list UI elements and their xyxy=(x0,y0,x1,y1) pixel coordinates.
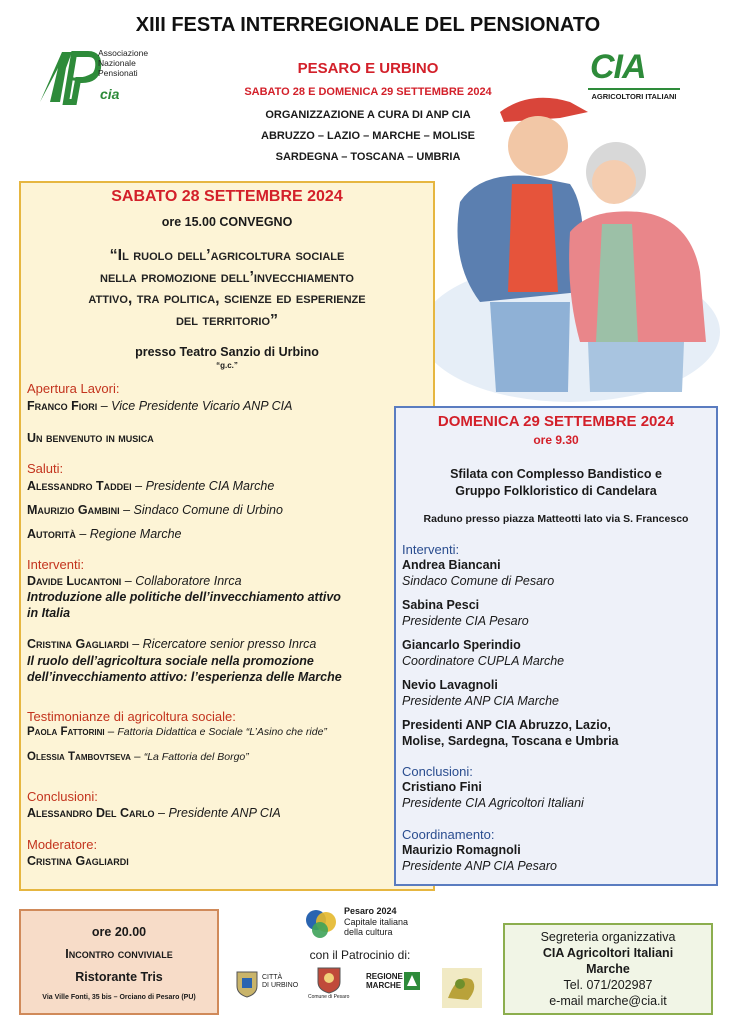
sunday-speaker-1: Andrea Biancani xyxy=(402,558,501,572)
sunday-speaker-4: Nevio Lavagnoli xyxy=(402,678,498,692)
dinner-title: Incontro conviviale xyxy=(65,947,173,961)
location-title: PESARO E URBINO xyxy=(297,60,439,77)
greetings-label: Saluti: xyxy=(27,461,64,476)
sunday-speaker-4-role: Presidente ANP CIA Marche xyxy=(402,694,560,708)
sunday-regional-presidents-b: Molise, Sardegna, Toscana e Umbria xyxy=(402,734,619,748)
topic-line-4: del territorio” xyxy=(175,311,279,329)
moderator-label: Moderatore: xyxy=(27,837,98,852)
topic-line-2: nella promozione dell’invecchiamento xyxy=(100,268,354,286)
pesaro-crest-label: Comune di Pesaro xyxy=(308,994,350,1000)
sunday-speaker-1-role: Sindaco Comune di Pesaro xyxy=(402,574,555,588)
parade-info xyxy=(394,466,718,500)
greeting-3: Autorità – Regione Marche xyxy=(27,527,182,541)
regione-marche-icon xyxy=(404,972,420,990)
anp-text-2: Nazionale xyxy=(98,58,136,68)
urbino-text-1: CITTÀ xyxy=(262,974,283,981)
opening-speaker: Franco Fiori – Vice Presidente Vicario ANP CIA xyxy=(27,399,293,413)
sunday-heading: DOMENICA 29 SETTEMBRE 2024 xyxy=(437,413,675,430)
topic-line-1: “Il ruolo dell’agricoltura sociale xyxy=(109,247,345,264)
talk-2-title-a: Il ruolo dell’agricoltura sociale nella promozione xyxy=(27,654,314,668)
pesaro-crest-icon xyxy=(314,964,344,994)
sunday-speaker-2-role: Presidente CIA Pesaro xyxy=(402,614,529,628)
regions-line-1: ABRUZZO – LAZIO – MARCHE – MOLISE xyxy=(261,130,475,142)
secretariat-org-1: CIA Agricoltori Italiani xyxy=(542,946,674,960)
regione-marche-text xyxy=(366,972,403,990)
talk-2-title-b: dell’invecchiamento attivo: l’esperienza delle Marche xyxy=(27,670,342,684)
testimonial-1: Paola Fattorini – Fattoria Didattica e Sociale “L’Asino che ride” xyxy=(27,726,327,738)
regions-line-2: SARDEGNA – TOSCANA – UMBRIA xyxy=(275,151,461,163)
parade-line-2: Gruppo Folkloristico di Candelara xyxy=(455,484,657,498)
organization: ORGANIZZAZIONE A CURA DI ANP CIA xyxy=(265,109,471,121)
cia-logo-mark: CIA xyxy=(590,48,646,86)
saturday-time: ore 15.00 CONVEGNO xyxy=(161,215,293,229)
pesaro-2024-icon xyxy=(304,906,338,940)
greeting-2: Maurizio Gambini – Sindaco Comune di Urbino xyxy=(27,503,283,517)
sunday-regional-presidents-a: Presidenti ANP CIA Abruzzo, Lazio, xyxy=(402,718,611,732)
sunday-conclusions-label: Conclusioni: xyxy=(402,764,473,779)
sunday-conclusion-role: Presidente CIA Agricoltori Italiani xyxy=(402,796,584,810)
secretariat-org-2: Marche xyxy=(586,962,630,976)
pesaro-2024-sub-1: Capitale italiana xyxy=(344,916,409,927)
elderly-couple-illustration xyxy=(420,92,736,406)
sunday-talks-label: Interventi: xyxy=(402,542,460,557)
anp-text-3: Pensionati xyxy=(98,68,138,78)
talk-1-title-a: Introduzione alle politiche dell’invecchiamento attivo xyxy=(27,590,341,604)
coordinator-name: Maurizio Romagnoli xyxy=(402,843,521,857)
dinner-address: Via Ville Fonti, 35 bis – Orciano di Pesaro (PU) xyxy=(42,994,196,1001)
sunday-speaker-2: Sabina Pesci xyxy=(402,598,480,612)
sponsor-emblem-icon xyxy=(438,962,488,1012)
dinner-place: Ristorante Tris xyxy=(75,970,163,984)
saturday-conclusion-speaker: Alessandro Del Carlo – Presidente ANP CIA xyxy=(27,806,281,820)
greeting-1: Alessandro Taddei – Presidente CIA Marche xyxy=(27,479,275,493)
secretariat-phone[interactable]: Tel. 071/202987 xyxy=(563,978,653,992)
sunday-conclusion-name: Cristiano Fini xyxy=(402,780,482,794)
moderator-name: Cristina Gagliardi xyxy=(27,854,129,868)
talk-1-title-b: in Italia xyxy=(27,606,71,620)
parade-line-1: Sfilata con Complesso Bandistico e xyxy=(450,467,662,481)
testimonials-label: Testimonianze di agricoltura sociale: xyxy=(27,709,236,724)
urbino-crest-icon xyxy=(232,968,262,998)
saturday-conclusions-label: Conclusioni: xyxy=(27,789,98,804)
saturday-venue-note: “g.c.” xyxy=(216,361,238,370)
couple-illustration-icon xyxy=(420,92,736,406)
saturday-venue: presso Teatro Sanzio di Urbino xyxy=(135,345,319,359)
talk-2-speaker: Cristina Gagliardi – Ricercatore senior presso Inrca xyxy=(27,637,317,651)
meeting-point: Raduno presso piazza Matteotti lato via S. Francesco xyxy=(423,513,689,525)
dinner-time: ore 20.00 xyxy=(91,925,147,939)
event-dates: SABATO 28 E DOMENICA 29 SETTEMBRE 2024 xyxy=(244,86,492,98)
welcome-music: Un benvenuto in musica xyxy=(27,431,154,445)
urbino-text xyxy=(262,974,298,990)
anp-cia-mark: cia xyxy=(100,86,120,102)
anp-text-1: Associazione xyxy=(98,48,149,58)
opening-label: Apertura Lavori: xyxy=(27,381,120,396)
coordination-label: Coordinamento: xyxy=(402,827,495,842)
conference-topic xyxy=(19,245,435,331)
sunday-time: ore 9.30 xyxy=(533,433,579,447)
talks-label: Interventi: xyxy=(27,557,85,572)
region-text-2: MARCHE xyxy=(366,981,402,990)
region-text-1: REGIONE xyxy=(366,972,403,981)
cia-logo-caption: AGRICOLTORI ITALIANI xyxy=(588,88,680,101)
sunday-speaker-3: Giancarlo Sperindio xyxy=(402,638,521,652)
pesaro-2024-logo xyxy=(304,906,338,940)
talk-1-speaker: Davide Lucantoni – Collaboratore Inrca xyxy=(27,574,242,588)
secretariat-email[interactable]: e-mail marche@cia.it xyxy=(549,994,667,1008)
urbino-text-2: DI URBINO xyxy=(262,982,299,989)
secretariat-label: Segreteria organizzativa xyxy=(540,930,676,944)
coordinator-role: Presidente ANP CIA Pesaro xyxy=(402,859,557,873)
page-title: XIII FESTA INTERREGIONALE DEL PENSIONATO xyxy=(135,14,601,36)
sunday-speaker-3-role: Coordinatore CUPLA Marche xyxy=(402,654,565,668)
pesaro-2024-sub-2: della cultura xyxy=(344,927,393,937)
testimonial-2: Olessia Tambovtseva – “La Fattoria del Borgo” xyxy=(27,751,249,763)
pesaro-2024-text xyxy=(344,906,408,938)
anp-logo xyxy=(36,48,166,108)
pesaro-2024-title: Pesaro 2024 xyxy=(344,906,397,916)
patronage-label: con il Patrocinio di: xyxy=(309,948,411,962)
saturday-heading: SABATO 28 SETTEMBRE 2024 xyxy=(111,188,343,205)
topic-line-3: attivo, tra politica, scienze ed esperienze xyxy=(88,290,366,307)
